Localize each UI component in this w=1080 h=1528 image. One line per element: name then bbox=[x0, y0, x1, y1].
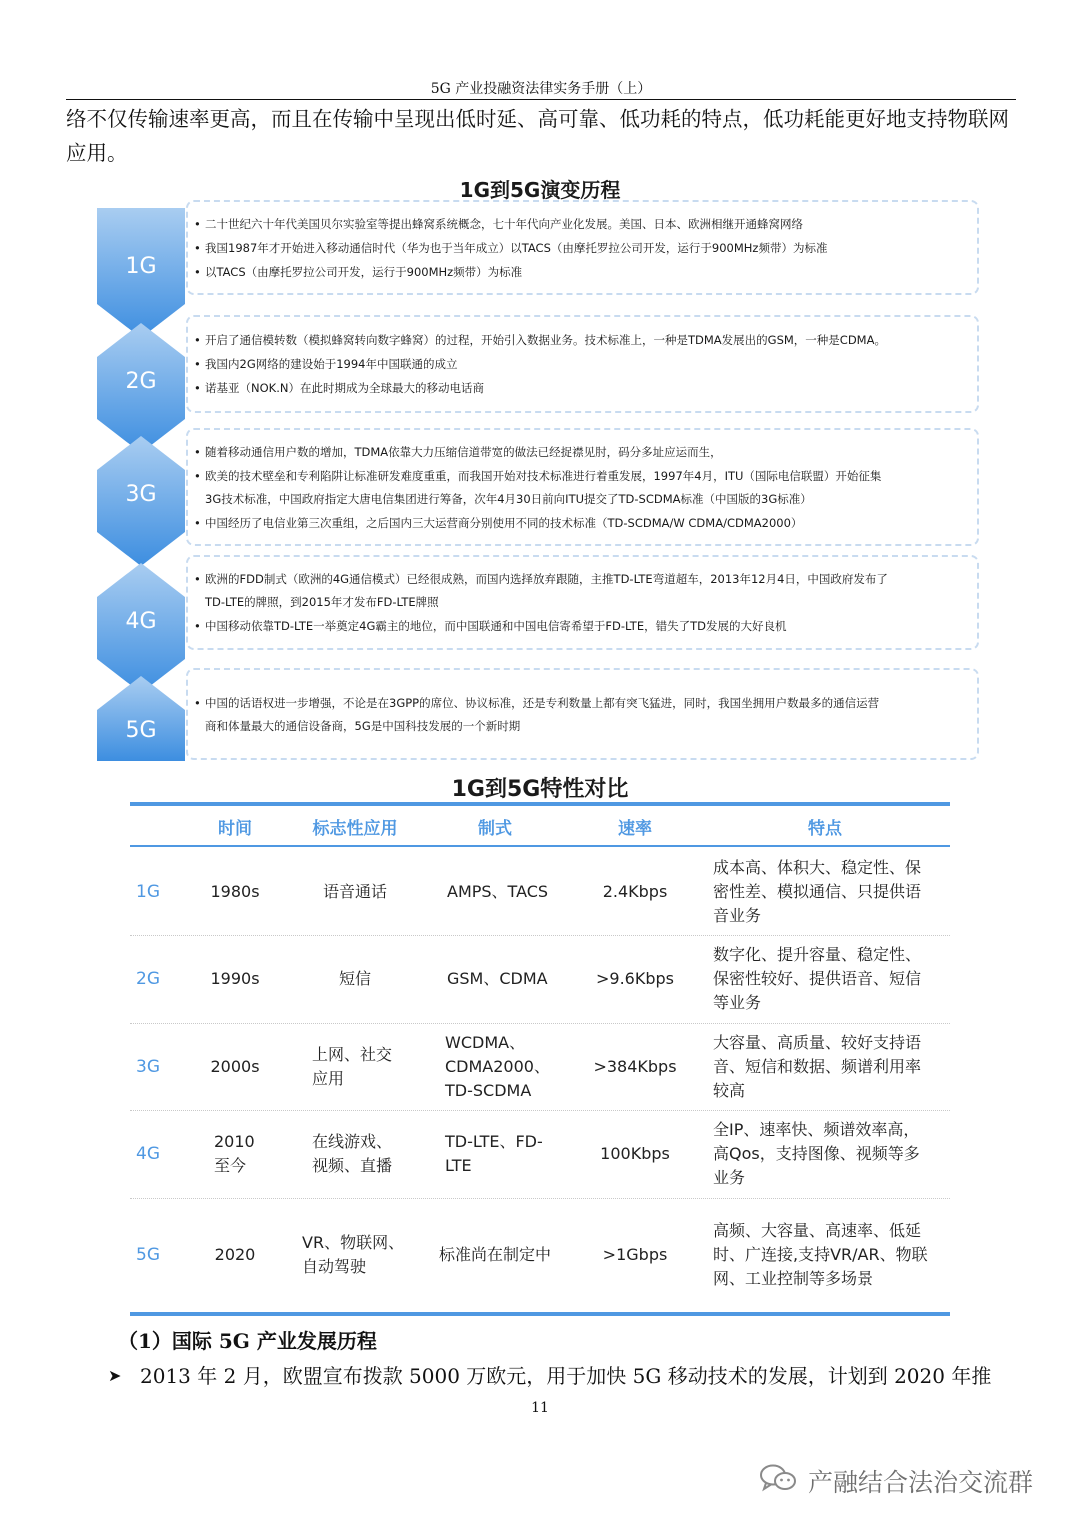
table-top-rule bbox=[130, 802, 950, 806]
app-line: VR、物联网、 bbox=[302, 1233, 405, 1252]
figure1-title: 1G到5G演变历程 bbox=[459, 178, 621, 202]
features-line: 业务 bbox=[713, 1168, 746, 1187]
time-cell bbox=[190, 1110, 280, 1198]
rate-line: >1Gbps bbox=[602, 1245, 668, 1264]
app-cell bbox=[290, 1023, 420, 1110]
bullet-text: 2013 年 2 月，欧盟宣布拨款 5000 万欧元，用于加快 5G 移动技术的发展，计划到 2020 年推 bbox=[140, 1364, 992, 1388]
time-line: 至今 bbox=[214, 1156, 247, 1175]
time-line: 1980s bbox=[210, 881, 260, 901]
column-header: 标志性应用 bbox=[312, 819, 398, 839]
generation-cell: 1G bbox=[136, 881, 160, 902]
features-line: 音业务 bbox=[713, 905, 762, 925]
arrow-bullet-icon: ➤ bbox=[108, 1366, 122, 1385]
features-line: 时、广连接,支持VR/AR、物联 bbox=[713, 1245, 928, 1264]
time-cell bbox=[190, 848, 280, 935]
generation-description bbox=[186, 315, 979, 413]
generation-label: 4G bbox=[125, 609, 157, 634]
standard-cell bbox=[425, 1023, 575, 1110]
features-line: 网、工业控制等多场景 bbox=[713, 1269, 874, 1288]
standard-line: GSM、CDMA bbox=[447, 969, 548, 988]
page-number: 11 bbox=[531, 1400, 549, 1416]
rate-line: >9.6Kbps bbox=[596, 969, 674, 988]
section-heading: （1）国际 5G 产业发展历程 bbox=[118, 1329, 377, 1353]
features-line: 密性差、模拟通信、只提供语 bbox=[713, 881, 922, 901]
generation-label: 5G bbox=[125, 718, 157, 743]
rate-cell bbox=[580, 1198, 690, 1312]
generation-cell: 5G bbox=[136, 1245, 160, 1265]
generation-description bbox=[186, 555, 979, 650]
generation-label: 3G bbox=[125, 482, 157, 507]
description-line: • 欧洲的FDD制式（欧洲的4G通信模式）已经很成熟，而国内选择放弃跟随，主推TD-LTE弯道超车，2013年12月4日，中国政府发布了 bbox=[194, 567, 967, 591]
description-line: TD-LTE的牌照，到2015年才发布FD-LTE牌照 bbox=[205, 595, 439, 609]
features-line: 音、短信和数据、频谱利用率 bbox=[713, 1056, 922, 1076]
time-line: 2010 bbox=[214, 1132, 255, 1151]
description-line: • 随着移动通信用户数的增加，TDMA依靠大力压缩信道带宽的做法已经捉襟见肘，码分多址应运而生， bbox=[194, 440, 967, 464]
standard-cell bbox=[425, 1198, 575, 1312]
rate-cell bbox=[580, 1110, 690, 1198]
watermark-text: 产融结合法治交流群 bbox=[808, 1468, 1034, 1497]
description-line: • 我国1987年才开始进入移动通信时代（华为也于当年成立）以TACS（由摩托罗拉公司开发，运行于900MHz频带）为标准 bbox=[194, 236, 967, 260]
column-header: 特点 bbox=[808, 819, 842, 839]
features-line: 高频、大容量、高速率、低延 bbox=[713, 1221, 922, 1240]
time-line: 1990s bbox=[210, 969, 260, 988]
description-line: • 中国移动依靠TD-LTE一举奠定4G霸主的地位，而中国联通和中国电信寄希望于FD-LTE，错失了TD发展的大好良机 bbox=[194, 614, 967, 638]
time-cell bbox=[190, 1023, 280, 1110]
running-header: 5G 产业投融资法律实务手册（上） bbox=[430, 81, 652, 97]
app-line: 短信 bbox=[338, 969, 371, 988]
app-line: 语音通话 bbox=[322, 881, 387, 901]
bullet-paragraph bbox=[108, 1360, 1028, 1392]
column-header: 速率 bbox=[618, 819, 652, 839]
app-cell bbox=[290, 848, 420, 935]
generation-cell: 3G bbox=[136, 1056, 160, 1077]
app-line: 上网、社交 bbox=[312, 1044, 393, 1064]
column-header: 制式 bbox=[478, 819, 512, 839]
table-header-rule bbox=[130, 845, 950, 847]
standard-cell bbox=[425, 935, 575, 1023]
features-line: 大容量、高质量、较好支持语 bbox=[713, 1032, 922, 1052]
standard-line: TD-SCDMA bbox=[445, 1080, 532, 1100]
standard-line: WCDMA、 bbox=[445, 1032, 526, 1052]
standard-cell bbox=[425, 848, 575, 935]
description-line: 3G技术标准，中国政府指定大唐电信集团进行筹备，次年4月30日前向ITU提交了TD-SCDMA标准（中国版的3G标准） bbox=[205, 491, 812, 506]
header-rule bbox=[66, 99, 1016, 100]
description-line: • 开启了通信模转数（模拟蜂窝转向数字蜂窝）的过程，开始引入数据业务。技术标准上，一种是TDMA发展出的GSM，一种是CDMA。 bbox=[194, 328, 967, 352]
description-line: 商和体量最大的通信设备商，5G是中国科技发展的一个新时期 bbox=[205, 718, 521, 733]
features-line: 高Qos，支持图像、视频等多 bbox=[713, 1144, 920, 1163]
wechat-icon bbox=[758, 1462, 798, 1500]
app-line: 应用 bbox=[312, 1068, 345, 1088]
time-line: 2020 bbox=[214, 1245, 256, 1264]
generation-cell: 4G bbox=[136, 1144, 160, 1164]
features-cell bbox=[713, 935, 953, 1023]
description-line: • 二十世纪六十年代美国贝尔实验室等提出蜂窝系统概念，七十年代向产业化发展。美国、日本、欧洲相继开通蜂窝网络 bbox=[194, 212, 967, 236]
generation-cell: 2G bbox=[136, 969, 160, 989]
features-line: 全IP、速率快、频谱效率高， bbox=[713, 1120, 920, 1139]
column-header: 时间 bbox=[218, 819, 252, 839]
time-cell bbox=[190, 1198, 280, 1312]
description-line: • 欧美的技术壁垒和专利陷阱让标准研发难度重重，而我国开始对技术标准进行着重发展，1997年4月，ITU（国际电信联盟）开始征集 bbox=[194, 464, 967, 488]
generation-label: 2G bbox=[125, 369, 157, 394]
app-cell bbox=[290, 1198, 420, 1312]
time-line: 2000s bbox=[210, 1056, 260, 1076]
rate-cell bbox=[580, 848, 690, 935]
features-cell bbox=[713, 1198, 953, 1312]
description-line: • 我国内2G网络的建设始于1994年中国联通的成立 bbox=[194, 352, 967, 376]
description-line: • 中国经历了电信业第三次重组，之后国内三大运营商分别使用不同的技术标准（TD-SCDMA/W CDMA/CDMA2000） bbox=[194, 511, 967, 535]
table-bottom-rule bbox=[130, 1312, 950, 1316]
features-line: 数字化、提升容量、稳定性、 bbox=[713, 945, 922, 964]
figure2-title: 1G到5G特性对比 bbox=[451, 777, 629, 802]
watermark bbox=[758, 1462, 1033, 1500]
description-line: • 以TACS（由摩托罗拉公司开发，运行于900MHz频带）为标准 bbox=[194, 260, 967, 284]
standard-line: TD-LTE、FD- bbox=[445, 1132, 543, 1151]
generation-description bbox=[186, 428, 979, 546]
description-line: • 中国的话语权进一步增强，不论是在3GPP的席位、协议标准，还是专利数量上都有突飞猛进，同时，我国坐拥用户数最多的通信运营 bbox=[194, 691, 967, 715]
standard-line: AMPS、TACS bbox=[447, 881, 549, 901]
generation-description bbox=[186, 200, 979, 295]
features-line: 等业务 bbox=[713, 993, 762, 1012]
rate-cell bbox=[580, 1023, 690, 1110]
intro-paragraph: 络不仅传输速率更高，而且在传输中呈现出低时延、高可靠、低功耗的特点，低功耗能更好地支持物联网应用。 bbox=[66, 107, 1009, 165]
features-line: 较高 bbox=[713, 1080, 746, 1100]
rate-line: 2.4Kbps bbox=[602, 881, 668, 901]
app-cell bbox=[290, 935, 420, 1023]
features-cell bbox=[713, 1110, 953, 1198]
standard-line: LTE bbox=[445, 1156, 472, 1175]
generation-description bbox=[186, 668, 979, 760]
standard-line: 标准尚在制定中 bbox=[439, 1245, 552, 1264]
rate-line: >384Kbps bbox=[593, 1056, 677, 1076]
app-line: 视频、直播 bbox=[312, 1156, 393, 1175]
app-cell bbox=[290, 1110, 420, 1198]
generation-label: 1G bbox=[125, 254, 157, 279]
features-line: 成本高、体积大、稳定性、保 bbox=[713, 857, 922, 877]
app-line: 在线游戏、 bbox=[312, 1132, 393, 1151]
app-line: 自动驾驶 bbox=[302, 1257, 367, 1276]
features-line: 保密性较好、提供语音、短信 bbox=[713, 969, 922, 988]
rate-line: 100Kbps bbox=[600, 1144, 670, 1163]
features-cell bbox=[713, 848, 953, 935]
description-line: • 诺基亚（NOK.N）在此时期成为全球最大的移动电话商 bbox=[194, 376, 967, 400]
standard-cell bbox=[425, 1110, 575, 1198]
rate-cell bbox=[580, 935, 690, 1023]
features-cell bbox=[713, 1023, 953, 1110]
time-cell bbox=[190, 935, 280, 1023]
standard-line: CDMA2000、 bbox=[445, 1056, 550, 1076]
